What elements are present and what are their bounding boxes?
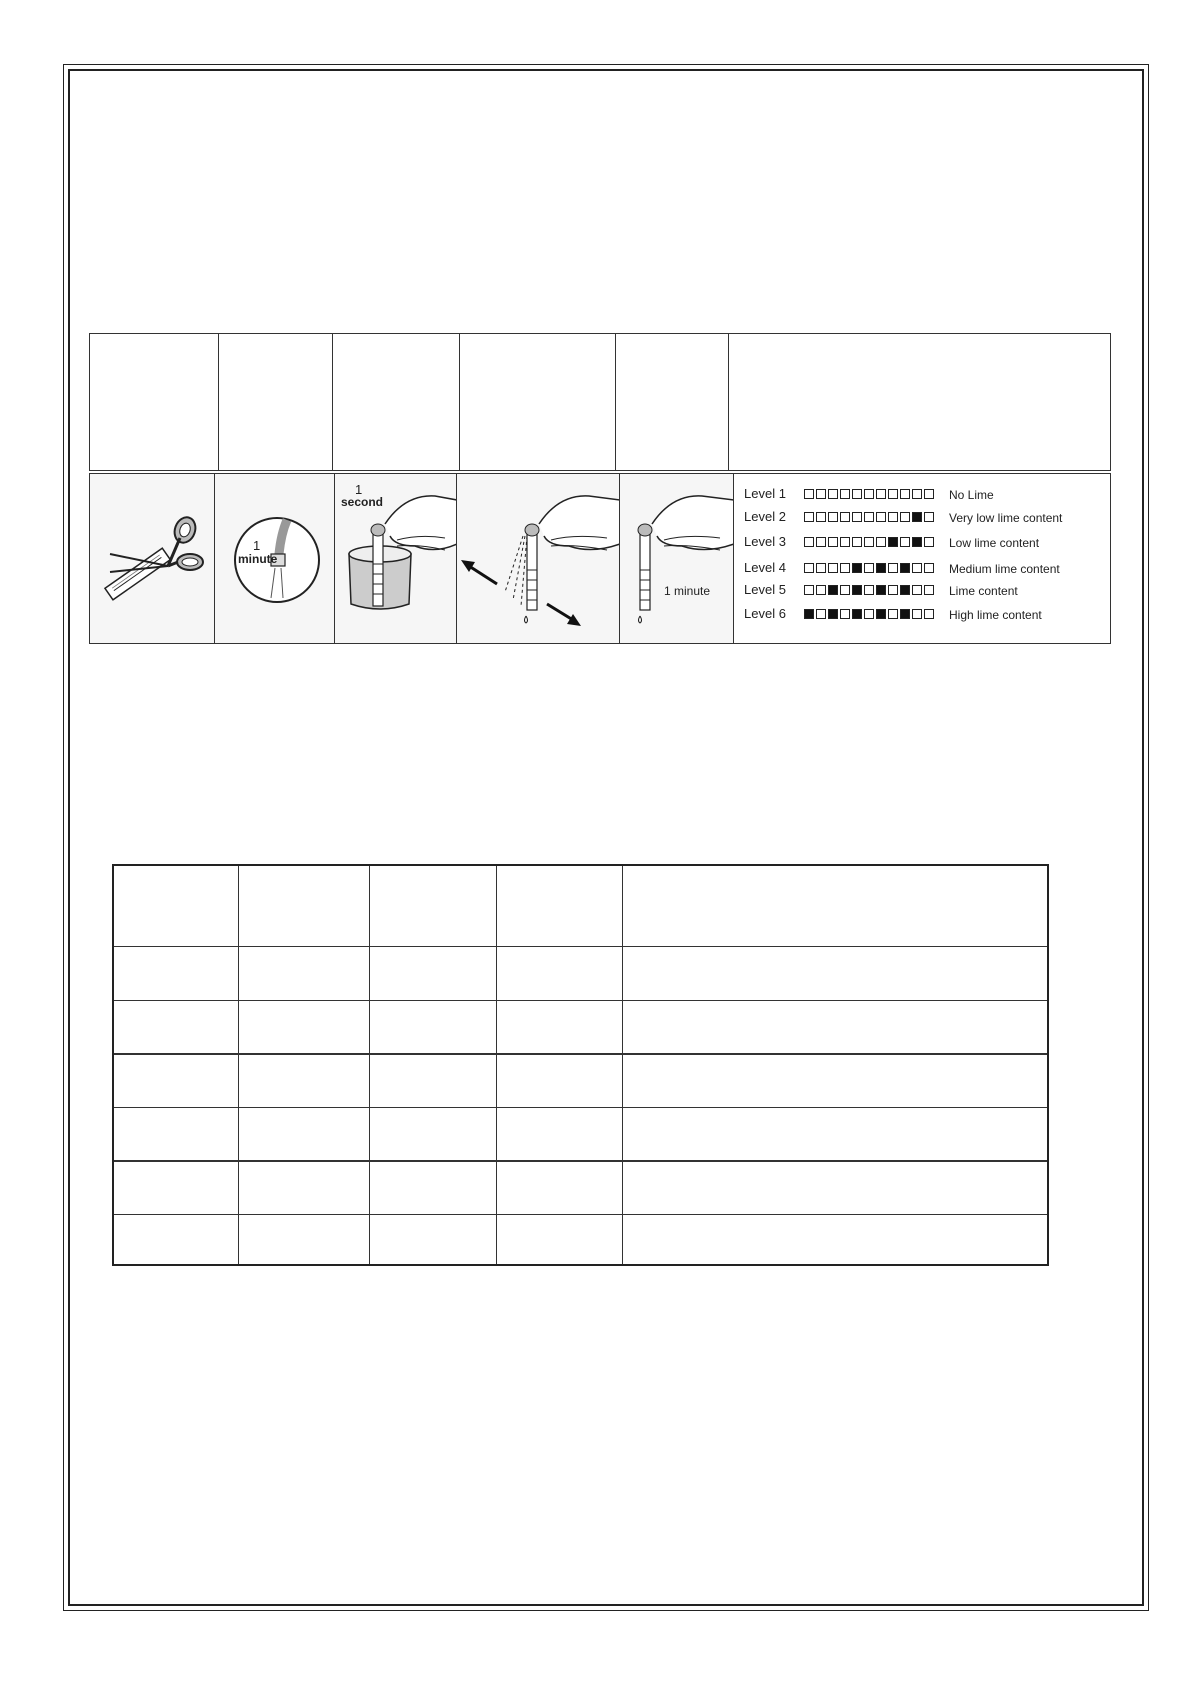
step4-shake-strip-panel (456, 474, 619, 643)
level-label: Level 4 (744, 560, 786, 575)
panel3-time-unit: second (341, 495, 384, 509)
step1-cut-packet-panel (90, 474, 214, 643)
scissors-icon (90, 474, 214, 642)
level-square (816, 585, 826, 595)
level-square (840, 489, 850, 499)
table-row-divider (114, 1214, 1047, 1215)
level-square (900, 489, 910, 499)
level-square (804, 537, 814, 547)
panel2-time-number: 1 (253, 538, 261, 553)
level-indicator-bar (804, 489, 934, 500)
level-square (816, 563, 826, 573)
table-column-divider (622, 866, 623, 1264)
level-square (900, 537, 910, 547)
steps-header-divider (615, 334, 616, 470)
panel2-time-unit: minute (238, 552, 278, 566)
level-square (852, 585, 862, 595)
level-square (888, 512, 898, 522)
level-square (864, 563, 874, 573)
level-square (876, 537, 886, 547)
level-label: Level 3 (744, 534, 786, 549)
level-description: Very low lime content (949, 511, 1063, 525)
level-square (852, 609, 862, 619)
table-row-divider (114, 946, 1047, 947)
level-square (804, 609, 814, 619)
level-label: Level 1 (744, 486, 786, 501)
level-description: No Lime (949, 488, 994, 502)
level-square (828, 609, 838, 619)
step5-wait-panel (619, 474, 733, 643)
level-square (876, 489, 886, 499)
steps-header-row (89, 333, 1111, 471)
lime-levels-legend (733, 474, 1110, 643)
table-column-divider (496, 866, 497, 1264)
panel3-time-number: 1 (355, 482, 363, 497)
steps-illustration-strip (89, 473, 1111, 644)
hand-strip-icon (620, 474, 733, 642)
level-square (864, 489, 874, 499)
level-square (900, 512, 910, 522)
level-square (840, 537, 850, 547)
level-description: Medium lime content (949, 562, 1060, 576)
level-square (912, 563, 922, 573)
table-row-divider (114, 1107, 1047, 1108)
table-row-divider (114, 1000, 1047, 1001)
level-square (924, 609, 934, 619)
level-square (924, 537, 934, 547)
level-label: Level 6 (744, 606, 786, 621)
level-square (816, 609, 826, 619)
level-square (828, 563, 838, 573)
results-table (112, 864, 1049, 1266)
level-square (816, 512, 826, 522)
level-square (900, 609, 910, 619)
level-square (804, 585, 814, 595)
level-square (804, 563, 814, 573)
level-square (912, 585, 922, 595)
level-square (876, 609, 886, 619)
level-indicator-bar (804, 563, 934, 574)
shake-strip-icon (457, 474, 619, 642)
level-square (852, 512, 862, 522)
steps-header-divider (459, 334, 460, 470)
level-square (840, 563, 850, 573)
level-square (864, 585, 874, 595)
level-description: Low lime content (949, 536, 1040, 550)
level-description: High lime content (949, 608, 1042, 622)
level-square (888, 585, 898, 595)
level-square (864, 512, 874, 522)
level-label: Level 2 (744, 509, 786, 524)
level-indicator-bar (804, 585, 934, 596)
level-square (924, 512, 934, 522)
level-square (900, 585, 910, 595)
level-square (828, 585, 838, 595)
level-square (840, 585, 850, 595)
level-square (912, 512, 922, 522)
table-row-divider (114, 1053, 1047, 1055)
level-square (816, 537, 826, 547)
level-square (852, 537, 862, 547)
level-square (840, 609, 850, 619)
level-square (876, 585, 886, 595)
panel5-time: 1 minute (664, 584, 711, 598)
level-square (924, 563, 934, 573)
steps-header-divider (218, 334, 219, 470)
page-frame-inner (68, 69, 1144, 1606)
step3-dip-strip-panel (334, 474, 456, 643)
steps-header-divider (332, 334, 333, 470)
level-square (912, 537, 922, 547)
table-row-divider (114, 1160, 1047, 1162)
level-label: Level 5 (744, 582, 786, 597)
level-square (852, 489, 862, 499)
level-description: Lime content (949, 584, 1018, 598)
level-square (864, 537, 874, 547)
level-square (924, 489, 934, 499)
level-square (804, 512, 814, 522)
level-square (888, 489, 898, 499)
level-square (900, 563, 910, 573)
level-square (828, 512, 838, 522)
steps-header-divider (728, 334, 729, 470)
level-square (888, 563, 898, 573)
level-square (888, 609, 898, 619)
level-square (828, 537, 838, 547)
table-column-divider (238, 866, 239, 1264)
level-indicator-bar (804, 609, 934, 620)
level-square (852, 563, 862, 573)
level-square (912, 489, 922, 499)
step2-run-water-panel (214, 474, 334, 643)
level-square (804, 489, 814, 499)
level-square (888, 537, 898, 547)
level-square (924, 585, 934, 595)
level-indicator-bar (804, 512, 934, 523)
level-square (840, 512, 850, 522)
level-square (876, 563, 886, 573)
level-square (816, 489, 826, 499)
level-square (876, 512, 886, 522)
level-square (828, 489, 838, 499)
table-column-divider (369, 866, 370, 1264)
level-indicator-bar (804, 537, 934, 548)
level-square (912, 609, 922, 619)
level-square (864, 609, 874, 619)
